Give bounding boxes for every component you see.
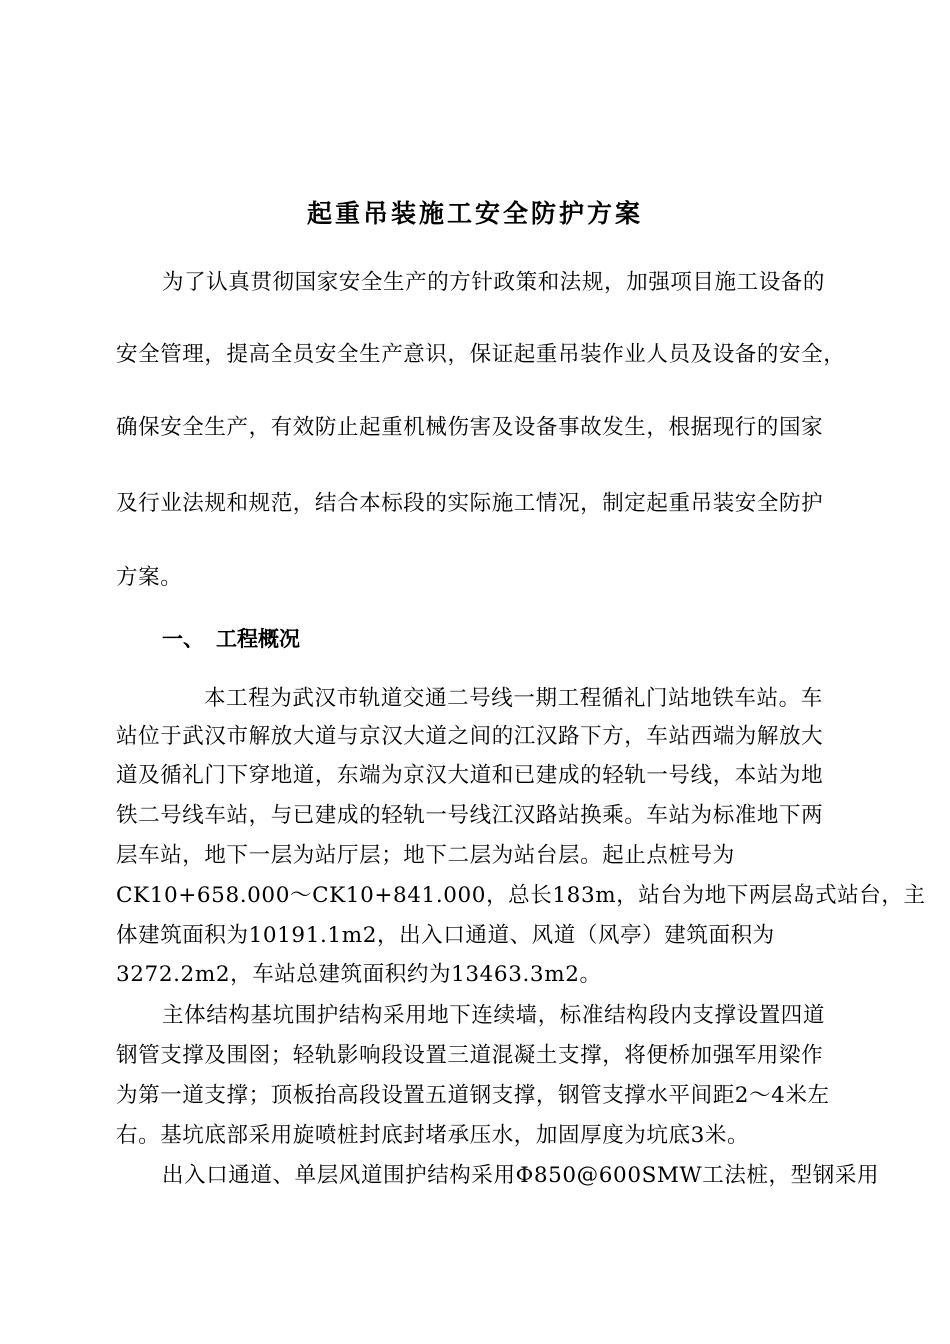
- intro-line-4: 及行业法规和规范，结合本标段的实际施工情况，制定起重吊装安全防护: [116, 491, 824, 516]
- body-line-11: 为第一道支撑；顶板抬高段设置五道钢支撑，钢管支撑水平间距2～4米左: [116, 1083, 830, 1108]
- section-heading: [162, 624, 300, 654]
- intro-line-2: 安全管理，提高全员安全生产意识，保证起重吊装作业人员及设备的安全，: [116, 342, 846, 367]
- body-line-10: 钢管支撑及围囹；轻轨影响段设置三道混凝土支撑，将便桥加强军用梁作: [116, 1043, 824, 1068]
- body-line-4: 铁二号线车站，与已建成的轻轨一号线江汉路站换乘。车站为标准地下两: [116, 803, 824, 828]
- body-line-12: 右。基坑底部采用旋喷桩封底封堵承压水，加固厚度为坑底3米。: [116, 1123, 750, 1148]
- body-line-9: 主体结构基坑围护结构采用地下连续墙，标准结构段内支撑设置四道: [162, 1003, 826, 1028]
- section-title: 工程概况: [216, 626, 300, 651]
- body-line-6: CK10+658.000～CK10+841.000，总长183m，站台为地下两层岛式站台，主: [116, 883, 926, 908]
- intro-line-1: 为了认真贯彻国家安全生产的方针政策和法规，加强项目施工设备的: [162, 270, 826, 295]
- document-title: 起重吊装施工安全防护方案: [306, 199, 643, 228]
- body-line-3: 道及循礼门下穿地道，东端为京汉大道和已建成的轻轨一号线，本站为地: [116, 763, 824, 788]
- intro-line-3: 确保安全生产，有效防止起重机械伤害及设备事故发生，根据现行的国家: [116, 415, 824, 440]
- body-line-8: 3272.2m2，车站总建筑面积约为13463.3m2。: [116, 962, 602, 987]
- body-line-1: 本工程为武汉市轨道交通二号线一期工程循礼门站地铁车站。车: [204, 686, 823, 711]
- body-line-7: 体建筑面积为10191.1m2，出入口通道、风道（风亭）建筑面积为: [116, 923, 775, 948]
- body-line-13: 出入口通道、单层风道围护结构采用Φ850@600SMW工法桩，型钢采用: [162, 1163, 880, 1188]
- intro-line-5: 方案。: [116, 565, 183, 590]
- body-line-2: 站位于武汉市解放大道与京汉大道之间的江汉路下方，车站西端为解放大: [116, 724, 824, 749]
- section-number: 一、: [162, 626, 204, 651]
- body-line-5: 层车站，地下一层为站厅层；地下二层为站台层。起止点桩号为: [116, 843, 735, 868]
